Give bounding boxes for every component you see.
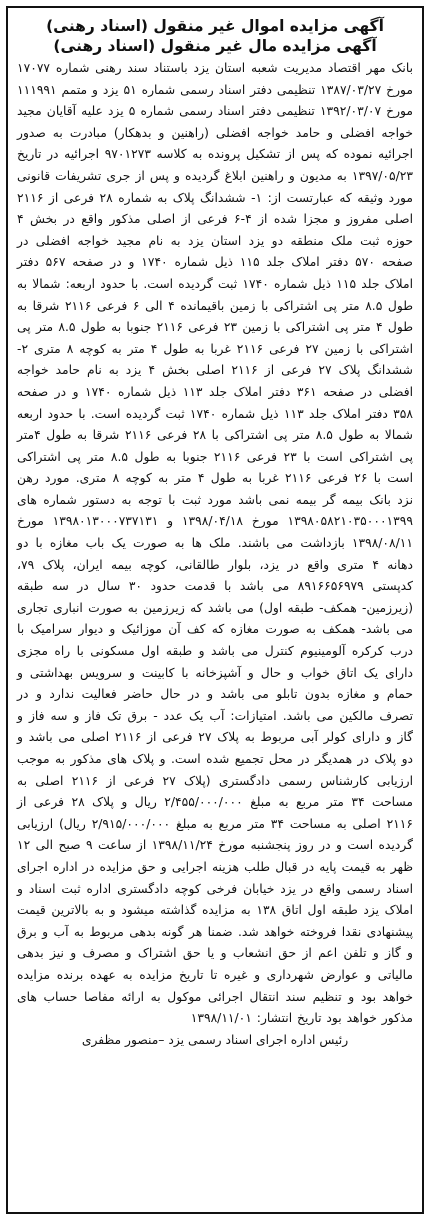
notice-title-secondary: آگهی مزایده مال غیر منقول (اسناد رهنی) — [53, 37, 377, 55]
notice-header — [8, 8, 422, 56]
notice-title-primary: آگهی مزایده اموال غیر منقول (اسناد رهنی) — [46, 17, 384, 35]
notice-body: بانک مهر اقتصاد مدیریت شعبه استان یزد باستناد سند رهنی شماره ۱۷۰۷۷ مورخ ۱۳۸۷/۰۳/۲۷ تنظیمی دفتر اسناد رسمی شماره ۵۱ یزد و متمم ۱۱۱۹۹۱ مورخ ۱۳۹۲/۰۳/۰۷ تنظیمی دفتر اسناد رسمی شماره ۵ یزد علیه آقایان مجید خواجه افضلی و حامد خواجه افضلی (راهنین و بدهکار) مبادرت به صدور اجرائیه نموده که پس از تشکیل پرونده به کلاسه ۹۷۰۱۲۷۳ اجرائیه در تاریخ ۱۳۹۷/۰۵/۲۳ به مدیون و راهنین ابلاغ گردیده و پس از جری تشریفات قانونی مورد وثیقه که عبارتست از: ۱- ششدانگ پلاک به شماره ۲۸ فرعی از ۲۱۱۶ اصلی مفروز و مجزا شده از ۴-۶ فرعی از اصلی مذکور واقع در بخش ۴ حوزه ثبت ملک منطقه دو یزد استان یزد به نام مجید خواجه افضلی در صفحه ۵۷۰ دفتر املاک جلد ۱۱۵ ذیل شماره ۱۷۴۰ و در صفحه ۵۶۷ دفتر املاک جلد ۱۱۵ ذیل شماره ۱۷۴۰ ثبت گردیده است. با حدود اربعه: شمالا به طول ۸.۵ متر پی اشتراکی با زمین باقیمانده ۴ الی ۶ فرعی ۲۱۱۶ شرقا به طول ۴ متر پی اشتراکی با زمین ۲۳ فرعی ۲۱۱۶ جنوبا به طول ۸.۵ متر پی اشتراکی با زمین ۲۷ فرعی ۲۱۱۶ غربا به طول ۴ متر به کوچه ۸ متری ۲- ششدانگ پلاک ۲۷ فرعی از ۲۱۱۶ اصلی بخش ۴ یزد به نام حامد خواجه افضلی در صفحه ۳۶۱ دفتر املاک جلد ۱۱۳ ذیل شماره ۱۷۴۰ و در صفحه ۳۵۸ دفتر املاک جلد ۱۱۳ ذیل شماره ۱۷۴۰ ثبت گردیده است. با حدود اربعه شمالا به طول ۸.۵ متر پی اشتراکی با ۲۸ فرعی ۲۱۱۶ شرقا به طول ۴متر پی اشتراکی است با ۲۳ فرعی ۲۱۱۶ جنوبا به طول ۸.۵ متر پی اشتراکی است با ۲۶ فرعی ۲۱۱۶ غربا به طول ۴ متر به کوچه ۸ متری. مورد رهن نزد بانک بیمه گر بیمه نمی باشد مورد ثبت با توجه به دستور شماره های ۱۳۹۸۰۵۸۲۱۰۳۵۰۰۰۱۳۹۹ مورخ ۱۳۹۸/۰۴/۱۸ و ۱۳۹۸۰۱۳۰۰۰۷۳۷۱۳۱ مورخ ۱۳۹۸/۰۸/۱۱ بازداشت می باشند. ملک ها به صورت یک باب مغازه با دو دهانه ۴ متری واقع در یزد، بلوار طالقانی، کوچه بیمه ایران، پلاک ۷۹، کدپستی ۸۹۱۶۶۵۶۹۷۹ می باشد با قدمت حدود ۳۰ سال در سه طبقه (زیرزمین- همکف- طبقه اول) می باشد که زیرزمین به صورت انباری تجاری می باشد- همکف به صورت مغازه که کف آن موزائیک و دیوار سرامیک با درب کرکره آلومینیوم کنترل می باشد و طبقه اول مسکونی با راه مجزی دارای یک اتاق خواب و حال و آشپزخانه با کابینت و سرویس بهداشتی و حمام و مغازه بدون تابلو می باشد و در حال حاضر فعالیت ندارد و در تصرف مالکین می باشد. امتیازات: آب یک عدد - برق تک فاز و سه فاز و گاز و دارای کولر آبی مربوط به پلاک ۲۷ فرعی از ۲۱۱۶ اصلی می باشد و دو پلاک در همدیگر در محل تجمیع شده است. و پلاک های مذکور به موجب ارزیابی کارشناس رسمی دادگستری (پلاک ۲۷ فرعی از ۲۱۱۶ اصلی به مساحت ۳۴ متر مربع به مبلغ ۲/۴۵۵/۰۰۰/۰۰۰ ریال و پلاک ۲۸ فرعی از ۲۱۱۶ اصلی به مساحت ۳۴ متر مربع به مبلغ ۲/۹۱۵/۰۰۰/۰۰۰ ریال) ارزیابی گردیده است و در روز پنجشنبه مورخ ۱۳۹۸/۱۱/۲۴ از ساعت ۹ صبح الی ۱۲ ظهر به قیمت پایه در قبال طلب هزینه اجرایی و حق مزایده در اداره اجرای اسناد رسمی واقع در یزد خیابان فرخی کوچه دادگستری اداره ثبت اسناد و املاک یزد طبقه اول اتاق ۱۳۸ به مزایده گذاشته میشود و به بالاترین قیمت پیشنهادی نقدا فروخته خواهد شد. ضمنا هر گونه بدهی مربوط به آب و برق و گاز و تلفن اعم از حق انشعاب و یا حق اشتراک و مصرف و نیز بدهی مالیاتی و عوارض شهرداری و غیره تا تاریخ مزایده به عهده برنده مزایده خواهد بود و تنظیم سند انتقال اجرائی موکول به ارائه مفاصا حساب های مذکور خواهد بود تاریخ انتشار: ۱۳۹۸/۱۱/۰۱ — [17, 61, 414, 1026]
notice-frame — [6, 6, 424, 1214]
notice-signature: رئیس اداره اجرای اسناد رسمی یزد –منصور مظفری — [81, 1032, 349, 1047]
